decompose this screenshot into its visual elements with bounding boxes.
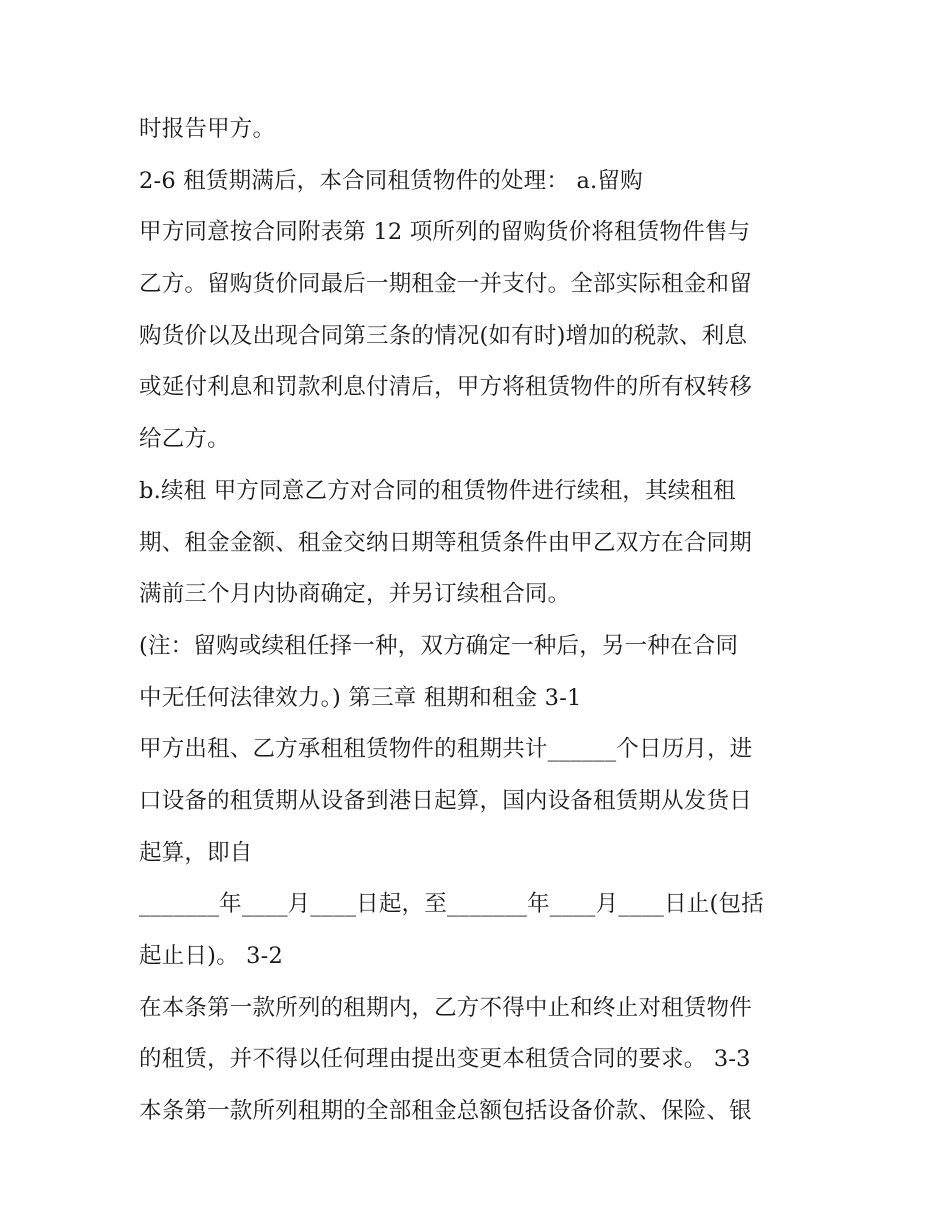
text-line: 期、租金金额、租金交纳日期等租赁条件由甲乙双方在合同期 (139, 529, 752, 556)
text-line: 甲方同意按合同附表第 12 项所列的留购货价将租赁物件售与 (139, 219, 751, 246)
text-line: 在本条第一款所列的租期内，乙方不得中止和终止对租赁物件 (139, 994, 752, 1021)
text-line: 或延付利息和罚款利息付清后，甲方将租赁物件的所有权转移 (139, 374, 752, 401)
text-line: _______年____月____日起，至_______年____月____日止(包括 (139, 891, 764, 918)
text-line: 的租赁，并不得以任何理由提出变更本租赁合同的要求。 3-3 (139, 1046, 751, 1073)
document-body (139, 108, 829, 1142)
text-line: (注：留购或续租任择一种，双方确定一种后，另一种在合同 (139, 632, 739, 659)
text-line: b.续租 甲方同意乙方对合同的租赁物件进行续租，其续租租 (139, 477, 736, 504)
text-line: 乙方。留购货价同最后一期租金一并支付。全部实际租金和留 (139, 271, 752, 298)
text-line: 起止日)。 3-2 (139, 943, 283, 969)
text-line: 2-6 租赁期满后，本合同租赁物件的处理： a.留购 (139, 167, 643, 194)
text-line: 口设备的租赁期从设备到港日起算，国内设备租赁期从发货日 (139, 787, 752, 814)
text-line: 起算，即自 (139, 839, 253, 866)
text-line: 时报告甲方。 (139, 116, 276, 142)
text-line: 满前三个月内协商确定，并另订续租合同。 (139, 581, 571, 608)
text-line: 购货价以及出现合同第三条的情况(如有时)增加的税款、利息 (139, 322, 748, 349)
text-line: 中无任何法律效力。) 第三章 租期和租金 3-1 (139, 684, 582, 711)
text-line: 甲方出租、乙方承租租赁物件的租期共计______个日历月，进 (139, 736, 753, 763)
text-line: 给乙方。 (139, 426, 230, 453)
text-line: 本条第一款所列租期的全部租金总额包括设备价款、保险、银 (139, 1098, 752, 1125)
